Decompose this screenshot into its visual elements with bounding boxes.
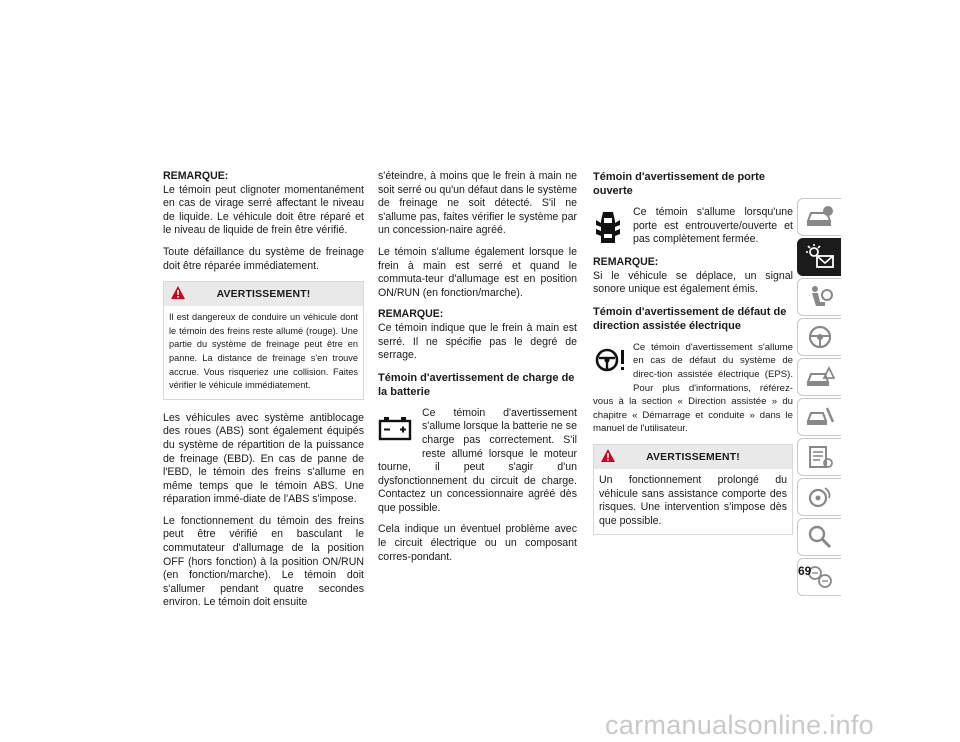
page-number: 69 (798, 564, 812, 578)
warning-header (594, 445, 792, 469)
brake-check-paragraph: Le fonctionnement du témoin des freins peut être vérifié en basculant le commutateur d'allumage de la position OFF (hors fonction) à la position ON/RUN (en fonction/marche). Le témoin doit s'allumer pendant quatre secondes environ. Le témoin doit ensuite (163, 514, 364, 609)
battery-section (378, 407, 577, 516)
parking-brake-paragraph: Le témoin s'allume également lorsque le frein à main est serré et quand le commuta-teur d'allumage est en position ON/RUN (en fonction/marche). (378, 245, 577, 299)
abs-paragraph: Les véhicules avec système antiblocage des roues (ABS) sont également équipés du système de répartition de la puissance de freinage (EBD). En cas de panne de l'EBD, le témoin des freins s'allume en même temps que le témoin ABS. Une réparation immé-diate de l'ABS s'impose. (163, 411, 364, 506)
remark-text: Si le véhicule se déplace, un signal sonore unique est également émis. (593, 269, 793, 296)
steering-wheel-icon (805, 324, 835, 350)
remark (163, 170, 364, 238)
remark (593, 256, 793, 297)
door-open-car-icon (595, 209, 621, 247)
tab-driving[interactable] (797, 318, 841, 356)
remark-text: Ce témoin indique que le frein à main est serré. Il ne spécifie pas le degré de serrage. (378, 321, 577, 362)
warning-title: AVERTISSEMENT! (646, 451, 740, 463)
watermark: carmanualsonline.info (605, 710, 874, 740)
airbag-seat-icon (805, 284, 835, 310)
car-dashboard-icon (805, 205, 835, 229)
remark-text: Le témoin peut clignoter momentanément en cas de virage serré affectant le niveau de liquide. Le véhicule doit être réparé et le niveau de liquide de frein être vérifié. (163, 183, 364, 237)
electrical-paragraph: Cela indique un éventuel problème avec le circuit électrique ou un composant corres-pondant. (378, 523, 577, 563)
multimedia-icon (805, 484, 835, 510)
car-service-icon (805, 404, 835, 430)
warning-box (163, 281, 364, 400)
remark-label: REMARQUE: (163, 170, 229, 182)
eps-section (593, 341, 793, 436)
tab-search[interactable] (797, 518, 841, 556)
battery-heading: Témoin d'avertissement de charge de la batterie (378, 371, 575, 398)
tab-warning-lights[interactable] (797, 238, 841, 276)
battery-text: Ce témoin d'avertissement s'allume lorsque la batterie ne se charge pas correctement. S'il reste allumé lorsque le moteur tourne, il peut s'agir d'un dysfonctionnement du circuit de charge. Contactez un concessionnaire agréé dès que possible. (378, 406, 577, 514)
specifications-list-icon (805, 444, 835, 470)
remark-label: REMARQUE: (593, 256, 659, 268)
door-section (593, 206, 793, 248)
remark (378, 308, 577, 362)
eps-heading: Témoin d'avertissement de défaut de direction assistée électrique (593, 305, 787, 332)
tab-specifications[interactable] (797, 438, 841, 476)
door-heading: Témoin d'avertissement de porte ouverte (593, 171, 765, 197)
remark-label: REMARQUE: (378, 308, 444, 321)
search-icon (805, 524, 835, 550)
warning-text: Il est dangereux de conduire un véhicule dont le témoin des freins reste allumé (rouge). Une partie du système de freinage peut être en panne. La distance de freinage s'en trouve accrue. Vous risqueriez une collision. Faites vérifier le véhicule immédiatement. (169, 312, 358, 391)
eps-text: Ce témoin d'avertissement s'allume en cas de défaut du système de direc-tion assistée électrique (EPS). Pour plus d'informations, référez-vous à la section « Direction assistée » du chapitre « Démarrage et conduite » dans le manuel de l'utilisateur. (593, 341, 793, 435)
tab-servicing[interactable] (797, 398, 841, 436)
warning-text: Un fonctionnement prolongé du véhicule sans assistance comporte des risques. Une intervention s'impose dès que possible. (599, 473, 787, 527)
warning-light-icon (805, 244, 835, 270)
warning-title: AVERTISSEMENT! (216, 289, 311, 301)
continued-paragraph: s'éteindre, à moins que le frein à main ne soit serré ou qu'un défaut dans le système de freinage ne soit détecté. S'il ne s'allume pas, faites vérifier le système par un concession-naire agréé. (378, 170, 577, 237)
door-text: Ce témoin s'allume lorsqu'une porte est entrouverte/ouverte et pas complètement fermée. (633, 206, 793, 246)
tab-safety[interactable] (797, 278, 841, 316)
breakdown-car-icon (805, 364, 835, 390)
icon-spacer (378, 407, 422, 461)
brake-paragraph: Toute défaillance du système de freinage doit être réparée immédiatement. (163, 245, 364, 272)
text-column-3 (593, 170, 793, 547)
text-column-1 (163, 170, 364, 618)
power-steering-warning-icon (595, 347, 627, 373)
text-column-2 (378, 170, 577, 572)
tab-emergency[interactable] (797, 358, 841, 396)
tab-multimedia[interactable] (797, 478, 841, 516)
warning-header (164, 282, 363, 306)
battery-text-wrap (378, 407, 577, 516)
tab-car-dashboard[interactable] (797, 198, 841, 236)
warning-box (593, 444, 793, 535)
